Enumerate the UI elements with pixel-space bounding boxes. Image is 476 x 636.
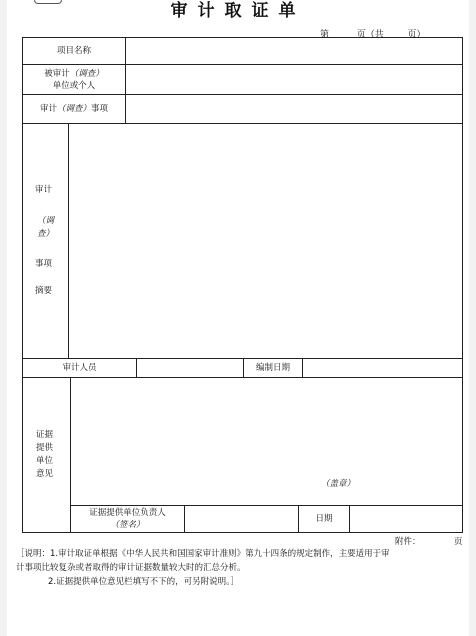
provider-head-label-text: 证据提供单位负责人	[89, 508, 166, 518]
summary-label-line5: 摘要	[35, 286, 53, 296]
project-name-label: 项目名称	[22, 37, 126, 65]
attachment-line	[395, 535, 462, 547]
notes-block	[16, 547, 461, 589]
provider-date-field[interactable]	[349, 505, 463, 533]
opinion-label-cell	[22, 377, 71, 533]
provider-date-label: 日期	[298, 505, 350, 533]
page-di: 第	[320, 30, 330, 40]
summary-label-line1: 审计	[35, 185, 53, 195]
summary-field[interactable]	[68, 123, 463, 359]
audited-unit-label	[22, 64, 126, 95]
attachment-label: 附件：	[395, 537, 421, 547]
opinion-label-l3: 单位	[36, 456, 54, 466]
document-title: 审计取证单	[170, 1, 306, 21]
note-line-3: 2.证据提供单位意见栏填写不下的，可另附说明。］	[48, 577, 239, 587]
opinion-label-l2: 提供	[36, 443, 54, 453]
page-ye-end: 页）	[407, 30, 426, 40]
audit-matter-label: 审计 （调查） 事项	[22, 94, 126, 124]
audited-unit-label-italic: （调查）	[69, 68, 104, 79]
audit-matter-label-italic: （调查）	[56, 104, 91, 114]
page-ye-gong: 页（共	[356, 30, 384, 40]
project-name-field[interactable]	[125, 37, 463, 65]
provider-head-label	[70, 505, 185, 533]
evidence-form-table	[22, 37, 463, 533]
provider-head-field[interactable]	[184, 505, 299, 533]
opinion-field[interactable]	[70, 377, 463, 506]
audit-matter-field[interactable]	[125, 94, 463, 124]
audited-unit-label-1: 被审计	[44, 68, 70, 79]
audited-unit-field[interactable]	[125, 64, 463, 95]
provider-sign-text: （签名）	[110, 520, 145, 530]
summary-label-line3: 查）	[37, 229, 55, 239]
opinion-label-l4: 意见	[36, 469, 54, 479]
auditor-field[interactable]	[136, 358, 244, 378]
audited-unit-label-2: 单位或个人	[52, 80, 96, 91]
summary-label-cell	[22, 123, 69, 359]
summary-label-line2: （调	[37, 216, 55, 226]
prepare-date-field[interactable]	[302, 358, 463, 378]
seal-text: （盖章）	[321, 479, 356, 489]
attachment-unit: 页	[453, 537, 463, 547]
note-line-1: ［说明：1.审计取证单根据《中华人民共和国国家审计准则》第九十四条的规定制作，主要适用于审	[16, 549, 390, 559]
note-line-2: 计事项比较复杂或者取得的审计证据数量较大时的汇总分析。	[16, 563, 246, 573]
summary-label-line4: 事项	[35, 259, 53, 269]
opinion-label-l1: 证据	[36, 430, 54, 440]
prepare-date-label: 编制日期	[243, 358, 303, 378]
auditor-label: 审计人员	[22, 358, 137, 378]
